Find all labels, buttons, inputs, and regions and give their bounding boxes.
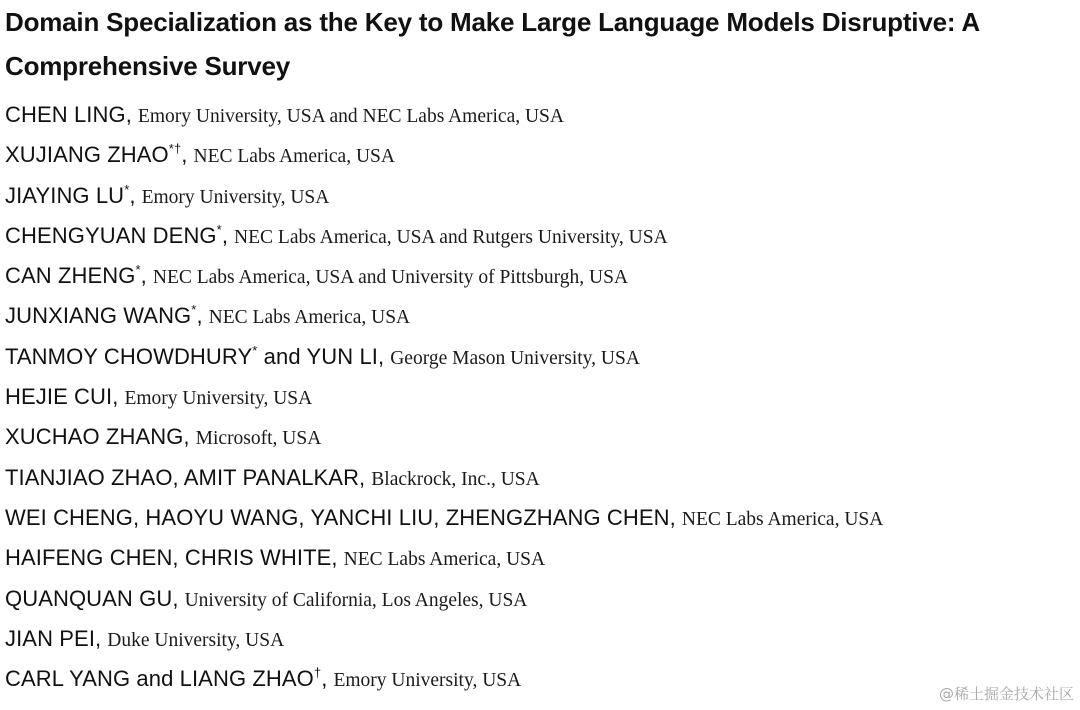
author-name-text: HAIFENG CHEN, CHRIS WHITE,: [5, 545, 338, 571]
author-list: [5, 102, 1075, 706]
author-names: [5, 666, 327, 692]
author-footnote-mark: *: [216, 221, 222, 237]
author-name-suffix: ,: [181, 142, 188, 168]
author-names: [5, 505, 676, 531]
author-names: [5, 626, 101, 652]
author-names: [5, 424, 190, 450]
author-name-text: HEJIE CUI,: [5, 384, 119, 410]
author-line: [5, 344, 1075, 384]
author-affiliation: NEC Labs America, USA and University of Pittsburgh, USA: [152, 267, 629, 289]
author-names: [5, 102, 132, 128]
author-names: [5, 545, 338, 571]
author-affiliation: NEC Labs America, USA: [208, 307, 411, 329]
author-name-text: CHENGYUAN DENG: [5, 222, 217, 248]
author-name-text: JIAYING LU: [5, 182, 125, 208]
author-affiliation: University of California, Los Angeles, USA: [184, 589, 528, 611]
watermark: @稀土掘金技术社区: [938, 685, 1074, 703]
author-names: [5, 142, 188, 168]
author-names: [5, 465, 365, 491]
author-names: [5, 344, 384, 370]
author-line: [5, 223, 1075, 263]
author-affiliation: Duke University, USA: [107, 629, 285, 651]
author-name-suffix: and YUN LI,: [257, 343, 385, 369]
author-line: [5, 183, 1075, 223]
author-name-text: TANMOY CHOWDHURY: [5, 343, 253, 369]
author-footnote-mark: *: [191, 302, 197, 318]
author-name-text: XUJIANG ZHAO: [5, 142, 169, 168]
paper-title-line-1: Domain Specialization as the Key to Make Large Language Models Disruptive: A: [5, 7, 980, 37]
author-line: [5, 465, 1075, 505]
author-names: [5, 303, 203, 329]
author-affiliation: Emory University, USA: [141, 186, 330, 208]
paper-title-line-2: Comprehensive Survey: [5, 51, 291, 81]
author-affiliation: Emory University, USA: [124, 388, 313, 410]
author-names: [5, 223, 228, 249]
author-affiliation: NEC Labs America, USA: [681, 508, 884, 530]
author-name-text: TIANJIAO ZHAO, AMIT PANALKAR,: [5, 464, 366, 490]
author-footnote-mark: *: [252, 342, 258, 358]
author-affiliation: Emory University, USA and NEC Labs America, USA: [137, 106, 564, 127]
author-footnote-mark: †: [313, 665, 322, 681]
author-line: [5, 102, 1075, 142]
author-name-suffix: ,: [196, 303, 203, 329]
author-line: [5, 666, 1075, 706]
author-names: [5, 586, 179, 612]
author-affiliation: NEC Labs America, USA: [193, 146, 395, 168]
paper-title: [5, 0, 1075, 88]
author-footnote-mark: *: [124, 181, 130, 197]
author-names: [5, 183, 136, 209]
author-name-text: JIAN PEI,: [5, 625, 102, 651]
author-affiliation: Emory University, USA: [333, 670, 522, 692]
author-line: [5, 303, 1075, 343]
author-names: [5, 263, 147, 289]
author-affiliation: Blackrock, Inc., USA: [371, 468, 540, 490]
author-line: [5, 424, 1075, 464]
author-affiliation: NEC Labs America, USA: [343, 549, 546, 571]
author-line: [5, 545, 1075, 585]
author-names: [5, 384, 118, 410]
author-line: [5, 586, 1075, 626]
author-name-text: CAN ZHENG: [5, 263, 136, 289]
author-name-suffix: ,: [140, 263, 147, 289]
author-name-text: CARL YANG and LIANG ZHAO: [5, 666, 314, 692]
author-line: [5, 263, 1075, 303]
author-footnote-mark: *: [135, 262, 141, 278]
author-line: [5, 505, 1075, 545]
author-name-text: QUANQUAN GU,: [5, 585, 179, 611]
author-name-text: XUCHAO ZHANG,: [5, 424, 190, 450]
author-name-suffix: ,: [129, 182, 136, 208]
author-footnote-mark: *†: [168, 141, 182, 157]
author-name-suffix: ,: [321, 666, 328, 692]
author-line: [5, 626, 1075, 666]
author-affiliation: NEC Labs America, USA and Rutgers University, USA: [234, 226, 668, 248]
author-line: [5, 384, 1075, 424]
author-affiliation: Microsoft, USA: [195, 428, 322, 450]
author-line: [5, 142, 1075, 182]
author-affiliation: George Mason University, USA: [390, 347, 640, 369]
author-name-text: WEI CHENG, HAOYU WANG, YANCHI LIU, ZHENGZHANG CHEN,: [5, 504, 676, 530]
paper-header: [5, 0, 1075, 706]
author-name-suffix: ,: [221, 222, 229, 248]
author-name-text: CHEN LING,: [5, 102, 132, 127]
author-name-text: JUNXIANG WANG: [5, 303, 192, 329]
